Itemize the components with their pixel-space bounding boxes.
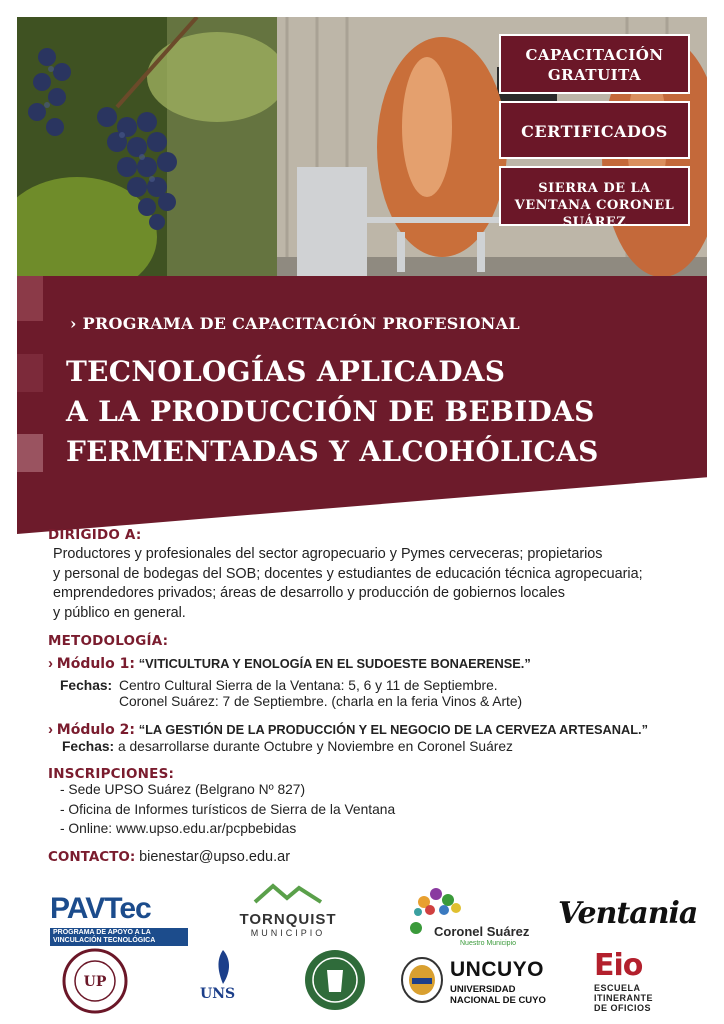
eio-subtitle: ESCUELA ITINERANTE DE OFICIOS [594,983,653,1013]
pavtec-subtitle: PROGRAMA DE APOYO A LA VINCULACIÓN TECNOLÓGICA [50,928,188,946]
tornquist-subtitle: MUNICIPIO [250,928,326,938]
pavtec-logo [50,892,190,946]
eio-mark: Eio [594,948,643,983]
uncuyo-name: UNCUYO [450,958,545,981]
list-item: - Sede UPSO Suárez (Belgrano Nº 827) [60,782,306,797]
module-2-fechas-label: Fechas: [62,739,115,754]
mountains-icon [253,882,323,904]
page-title [66,352,686,472]
module-2-dates [62,739,513,755]
chevron-right-icon: › [48,655,53,672]
title-line: TECNOLOGÍAS APLICADAS [66,355,506,388]
dirigido-line: y personal de bodegas del SOB; docentes y estudiantes de educación técnica agropecuaria; [53,565,643,582]
module-1-title: “VITICULTURA Y ENOLOGÍA EN EL SUDOESTE BONAERENSE.” [138,656,531,671]
dirigido-line: Productores y profesionales del sector agropecuario y Pymes cerveceras; propietarios [53,546,603,562]
coronel-suarez-name: Coronel Suárez [434,924,530,939]
module-2-title: “LA GESTIÓN DE LA PRODUCCIÓN Y EL NEGOCIO DE LA CERVEZA ARTESANAL.” [138,722,649,737]
module-1-header [48,655,531,672]
module-2-header [48,721,648,738]
contact-label: CONTACTO: [48,849,136,865]
upso-seal-icon [62,948,128,1014]
dirigido-text [53,545,693,623]
uns-name: UNS [200,986,236,1002]
module-1-fechas-label: Fechas: [60,678,113,693]
uns-feather-icon [190,948,256,988]
grapes-image [17,17,307,292]
eio-logo [594,948,674,1013]
dirigido-line: emprendedores privados; áreas de desarrollo y producción de gobiernos locales [53,585,565,601]
program-kicker: › PROGRAMA DE CAPACITACIÓN PROFESIONAL [70,314,520,333]
inscripciones-heading: INSCRIPCIONES: [48,766,175,782]
metodologia-heading: METODOLOGÍA: [48,633,169,649]
uncuyo-subtitle: UNIVERSIDAD NACIONAL DE CUYO [450,984,546,1006]
svg-text:UP: UP [83,974,107,990]
module-1-date-line: Centro Cultural Sierra de la Ventana: 5, 6 y 11 de Septiembre. [119,678,498,693]
module-1-label: Módulo 1: [56,656,135,672]
module-2-date-line: a desarrollarse durante Octubre y Noviembre en Coronel Suárez [118,739,513,754]
ventania-logo: Ventania [558,896,698,931]
title-line: A LA PRODUCCIÓN DE BEBIDAS [66,395,595,428]
inscripciones-list [60,780,395,839]
title-line: FERMENTADAS Y ALCOHÓLICAS [66,435,599,468]
badge-free-training: CAPACITACIÓN GRATUITA [499,34,690,94]
tornquist-name: TORNQUIST [239,911,337,928]
tornquist-logo [228,882,348,938]
dirigido-line: y público en general. [53,604,186,621]
sponsor-logos [0,874,724,1024]
green-seal-icon [303,948,367,1012]
coronel-suarez-subtitle: Nuestro Municipio [460,940,517,947]
list-item: - Oficina de Informes turísticos de Sierra de la Ventana [60,801,396,817]
uncuyo-shield-icon [400,956,444,1004]
contact-email[interactable]: bienestar@upso.edu.ar [139,849,291,865]
module-2-label: Módulo 2: [56,722,135,738]
badge-locations: SIERRA DE LA VENTANA CORONEL SUÁREZ [499,166,690,226]
dirigido-heading: DIRIGIDO A: [48,527,142,543]
badge-certificates: CERTIFICADOS [499,101,690,159]
contact-line [48,849,290,865]
list-item[interactable]: - Online: www.upso.edu.ar/pcpbebidas [60,821,297,836]
chevron-right-icon: › [48,721,53,738]
module-1-dates [119,678,522,710]
module-1-date-line: Coronel Suárez: 7 de Septiembre. (charla en la feria Vinos & Arte) [119,694,523,709]
pavtec-name: PAVTec [50,892,151,925]
